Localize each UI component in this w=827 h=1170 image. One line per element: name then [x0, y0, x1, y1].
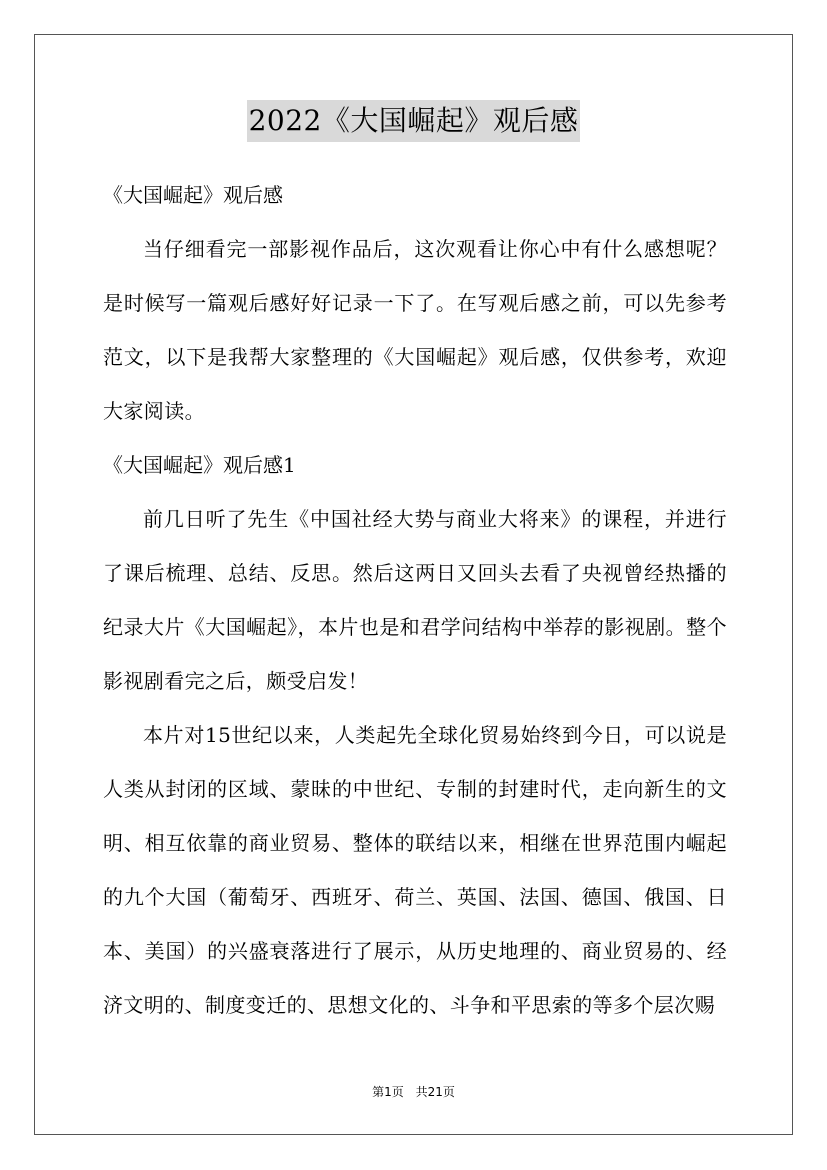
body-paragraph-2: 本片对15世纪以来，人类起先全球化贸易始终到今日，可以说是人类从封闭的区域、蒙昧的中世纪、专制的封建时代，走向新生的文明、相互依靠的商业贸易、整体的联结以来，相继在世界范围内崛起的九个大国（葡萄牙、西班牙、荷兰、英国、法国、德国、俄国、日本、美国）的兴盛衰落进行了展示，从历史地理的、商业贸易的、经济文明的、制度变迁的、思想文化的、斗争和平思索的等多个层次赐	[103, 723, 727, 1017]
total-pages: 共21页	[415, 1085, 455, 1099]
intro-paragraph: 当仔细看完一部影视作品后，这次观看让你心中有什么感想呢？是时候写一篇观后感好好记录一下了。在写观后感之前，可以先参考范文，以下是我帮大家整理的《大国崛起》观后感，仅供参考，欢迎大家阅读。	[103, 237, 727, 423]
page-footer	[0, 1083, 827, 1100]
document-body	[103, 168, 727, 1032]
document-subtitle: 《大国崛起》观后感	[103, 183, 283, 207]
title-container	[0, 100, 827, 142]
document-title: 2022《大国崛起》观后感	[247, 100, 581, 142]
page-number: 第1页	[372, 1085, 404, 1099]
section-heading: 《大国崛起》观后感1	[103, 453, 296, 477]
body-paragraph-1: 前几日听了先生《中国社经大势与商业大将来》的课程，并进行了课后梳理、总结、反思。然后这两日又回头去看了央视曾经热播的纪录大片《大国崛起》，本片也是和君学问结构中举荐的影视剧。整个影视剧看完之后，颇受启发！	[103, 507, 727, 693]
